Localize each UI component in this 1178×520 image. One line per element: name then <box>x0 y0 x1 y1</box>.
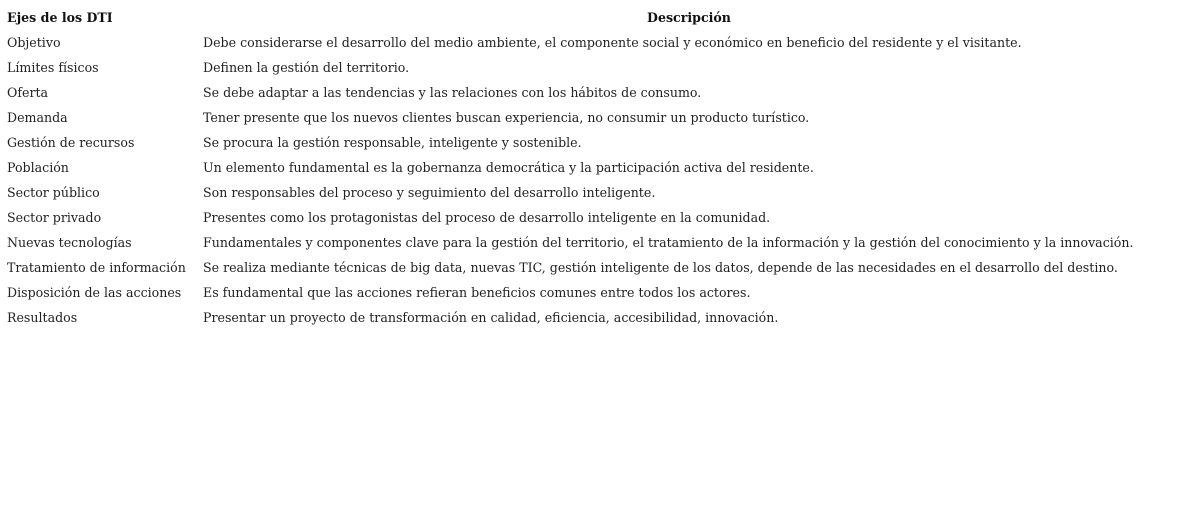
table-row <box>7 280 1175 305</box>
description-cell: Se realiza mediante técnicas de big data, nuevas TIC, gestión inteligente de los datos, depende de las necesidades en el desarrollo del destino. <box>203 260 1118 275</box>
table-row <box>7 180 1175 205</box>
description-cell: Tener presente que los nuevos clientes buscan experiencia, no consumir un producto turístico. <box>203 110 810 125</box>
column-header-description: Descripción <box>647 10 731 25</box>
axis-cell: Sector público <box>7 185 100 200</box>
table-row <box>7 55 1175 80</box>
description-cell: Se debe adaptar a las tendencias y las relaciones con los hábitos de consumo. <box>203 85 702 100</box>
table-row <box>7 205 1175 230</box>
table-header-row <box>7 5 1175 30</box>
description-cell: Un elemento fundamental es la gobernanza democrática y la participación activa del residente. <box>203 160 814 175</box>
axis-cell: Población <box>7 160 69 175</box>
description-cell: Debe considerarse el desarrollo del medio ambiente, el componente social y económico en beneficio del residente y el visitante. <box>203 35 1022 50</box>
axis-cell: Nuevas tecnologías <box>7 235 132 250</box>
axis-cell: Tratamiento de información <box>7 260 186 275</box>
description-cell: Presentar un proyecto de transformación en calidad, eficiencia, accesibilidad, innovación. <box>203 310 779 325</box>
table-row <box>7 105 1175 130</box>
column-header-axis: Ejes de los DTI <box>7 10 113 25</box>
description-cell: Es fundamental que las acciones refieran beneficios comunes entre todos los actores. <box>203 285 751 300</box>
table-row <box>7 305 1175 330</box>
axis-cell: Demanda <box>7 110 68 125</box>
description-cell: Son responsables del proceso y seguimiento del desarrollo inteligente. <box>203 185 656 200</box>
table-row <box>7 30 1175 55</box>
table-body <box>7 30 1175 330</box>
table-row <box>7 130 1175 155</box>
axis-cell: Sector privado <box>7 210 102 225</box>
table-row <box>7 255 1175 280</box>
table-row <box>7 155 1175 180</box>
description-cell: Presentes como los protagonistas del proceso de desarrollo inteligente en la comunidad. <box>203 210 771 225</box>
description-cell: Se procura la gestión responsable, inteligente y sostenible. <box>203 135 582 150</box>
axis-cell: Oferta <box>7 85 49 100</box>
description-cell: Definen la gestión del territorio. <box>203 60 410 75</box>
axis-cell: Límites físicos <box>7 60 99 75</box>
description-cell: Fundamentales y componentes clave para la gestión del territorio, el tratamiento de la información y la gestión del conocimiento y la innovación. <box>203 235 1134 250</box>
dti-axes-table <box>7 5 1175 330</box>
table-row <box>7 80 1175 105</box>
axis-cell: Gestión de recursos <box>7 135 135 150</box>
table-row <box>7 230 1175 255</box>
axis-cell: Disposición de las acciones <box>7 285 182 300</box>
axis-cell: Objetivo <box>7 35 61 50</box>
axis-cell: Resultados <box>7 310 78 325</box>
